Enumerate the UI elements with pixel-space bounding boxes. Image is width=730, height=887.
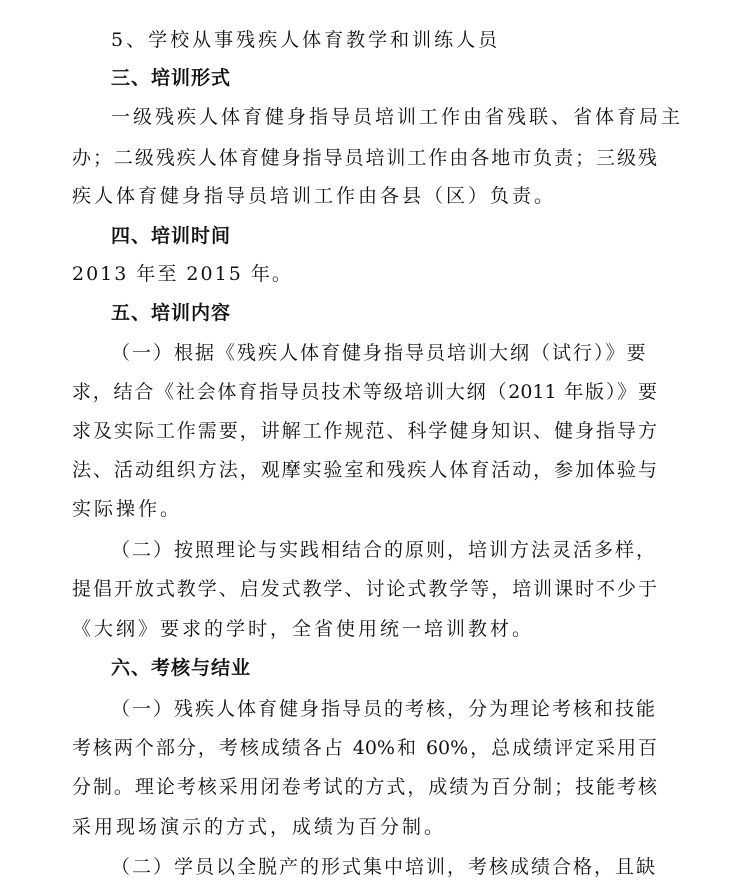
paragraph-line: （一）残疾人体育健身指导员的考核，分为理论考核和技能 — [111, 698, 658, 720]
paragraph-line: 求及实际工作需要，讲解工作规范、科学健身知识、健身指导方 — [72, 420, 657, 442]
paragraph-line: 考核两个部分，考核成绩各占 40%和 60%，总成绩评定采用百 — [72, 737, 657, 759]
section-heading-5: 五、培训内容 — [111, 302, 232, 324]
paragraph-line: 提倡开放式教学、启发式教学、讨论式教学等，培训课时不少于 — [72, 578, 657, 600]
paragraph-line: 2013 年至 2015 年。 — [72, 263, 293, 285]
section-heading-4: 四、培训时间 — [111, 225, 232, 247]
paragraph-line: 一级残疾人体育健身指导员培训工作由省残联、省体育局主 — [111, 106, 684, 128]
paragraph-line: 求，结合《社会体育指导员技术等级培训大纲（2011 年版）》要 — [72, 381, 657, 403]
paragraph-line: 采用现场演示的方式，成绩为百分制。 — [72, 816, 447, 838]
list-item-5: 5、学校从事残疾人体育教学和训练人员 — [111, 29, 501, 51]
paragraph-line: 办；二级残疾人体育健身指导员培训工作由各地市负责；三级残 — [72, 147, 657, 169]
section-heading-6: 六、考核与结业 — [111, 657, 252, 679]
paragraph-line: 法、活动组织方法，观摩实验室和残疾人体育活动，参加体验与 — [72, 459, 657, 481]
paragraph-line: 分制。理论考核采用闭卷考试的方式，成绩为百分制；技能考核 — [72, 776, 657, 798]
paragraph-line: （二）按照理论与实践相结合的原则，培训方法灵活多样， — [111, 539, 658, 561]
paragraph-line: 实际操作。 — [72, 498, 183, 520]
paragraph-line: 疾人体育健身指导员培训工作由各县（区）负责。 — [72, 185, 557, 207]
section-heading-3: 三、培训形式 — [111, 67, 232, 89]
paragraph-line: （一）根据《残疾人体育健身指导员培训大纲（试行）》要 — [111, 342, 648, 364]
paragraph-line: 《大纲》要求的学时，全省使用统一培训教材。 — [72, 618, 535, 640]
paragraph-line: （二）学员以全脱产的形式集中培训，考核成绩合格，且缺 — [111, 856, 658, 878]
